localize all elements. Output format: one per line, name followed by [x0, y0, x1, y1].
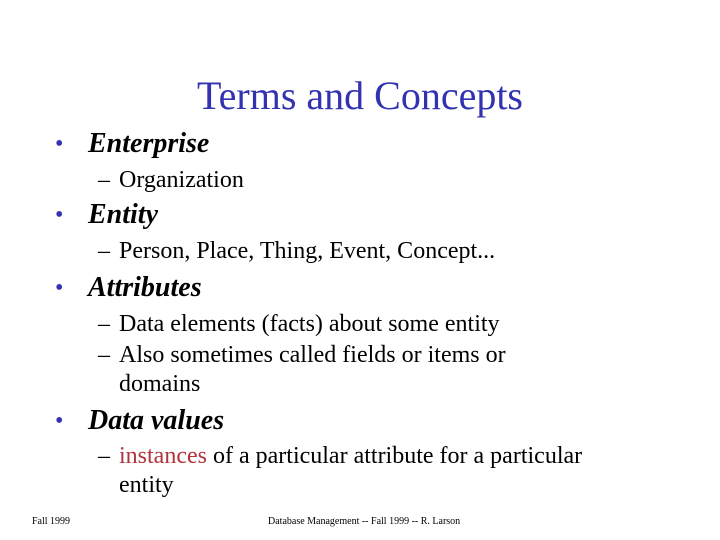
- sub-item-text: domains: [119, 371, 201, 397]
- sub-item-rest: of a particular attribute for a particular: [206, 443, 583, 469]
- highlighted-term: instances: [119, 443, 207, 469]
- bullet-icon: •: [55, 408, 64, 434]
- sub-item-text: [119, 443, 582, 469]
- bullet-label: Data values: [88, 405, 225, 436]
- footer-date: Fall 1999: [32, 516, 71, 527]
- bullet-icon: •: [55, 131, 64, 157]
- bullet-label: Attributes: [88, 272, 202, 303]
- bullet-icon: •: [55, 202, 64, 228]
- dash-icon: –: [98, 342, 110, 368]
- sub-item-text: Also sometimes called fields or items or: [119, 342, 506, 368]
- footer-course: Database Management -- Fall 1999 -- R. Larson: [268, 516, 461, 527]
- dash-icon: –: [98, 443, 110, 469]
- sub-item-text: Data elements (facts) about some entity: [119, 311, 500, 337]
- sub-item-text: Person, Place, Thing, Event, Concept...: [119, 238, 496, 264]
- sub-item-text: Organization: [119, 167, 244, 193]
- dash-icon: –: [98, 167, 110, 193]
- bullet-label: Entity: [88, 199, 159, 230]
- sub-item-text: entity: [119, 472, 174, 498]
- dash-icon: –: [98, 311, 110, 337]
- bullet-label: Enterprise: [88, 128, 210, 159]
- dash-icon: –: [98, 238, 110, 264]
- slide-title: Terms and Concepts: [196, 73, 523, 118]
- bullet-icon: •: [55, 275, 64, 301]
